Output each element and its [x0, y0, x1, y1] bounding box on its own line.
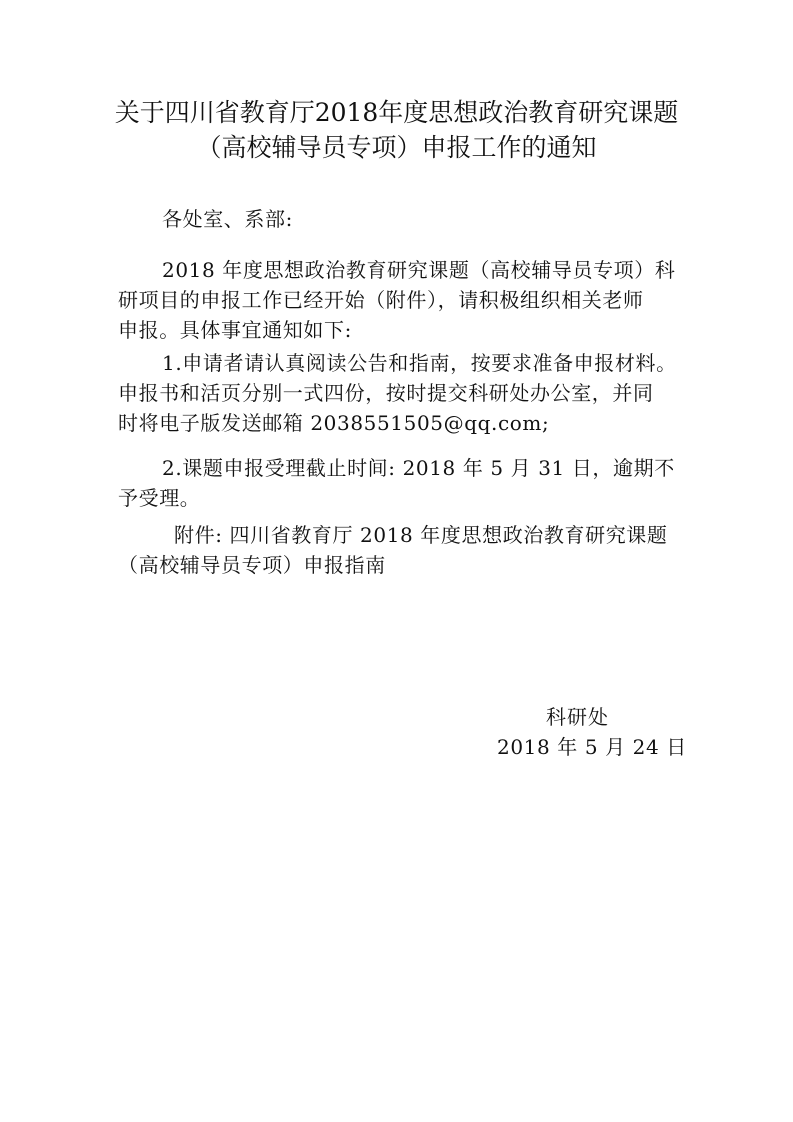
signature-organization: 科研处 [546, 705, 609, 729]
item-2-line: 予受理。 [118, 486, 201, 510]
intro-line: 申报。具体事宜通知如下: [118, 318, 352, 342]
attachment-line: （高校辅导员专项）申报指南 [118, 553, 386, 577]
item-1-paragraph [118, 348, 678, 438]
item-1-line: 申报书和活页分别一式四份，按时提交科研处办公室，并同 [118, 381, 654, 405]
signature-date: 2018 年 5 月 24 日 [497, 735, 687, 759]
item-2-paragraph [118, 453, 678, 513]
item-1-line: 1.申请者请认真阅读公告和指南，按要求准备申报材料。 [162, 351, 677, 375]
salutation: 各处室、系部: [162, 207, 293, 231]
intro-line: 2018 年度思想政治教育研究课题（高校辅导员专项）科 [162, 258, 676, 282]
intro-line: 研项目的申报工作已经开始（附件），请积极组织相关老师 [118, 288, 644, 312]
document-title-line-2: （高校辅导员专项）申报工作的通知 [196, 133, 597, 162]
document-title-line-1: 关于四川省教育厅2018年度思想政治教育研究课题 [114, 98, 679, 127]
attachment-paragraph [118, 520, 678, 580]
item-2-line: 2.课题申报受理截止时间: 2018 年 5 月 31 日，逾期不 [162, 456, 675, 480]
attachment-line: 附件: 四川省教育厅 2018 年度思想政治教育研究课题 [174, 523, 668, 547]
intro-paragraph [118, 255, 678, 345]
item-1-line: 时将电子版发送邮箱 2038551505@qq.com; [118, 411, 550, 435]
